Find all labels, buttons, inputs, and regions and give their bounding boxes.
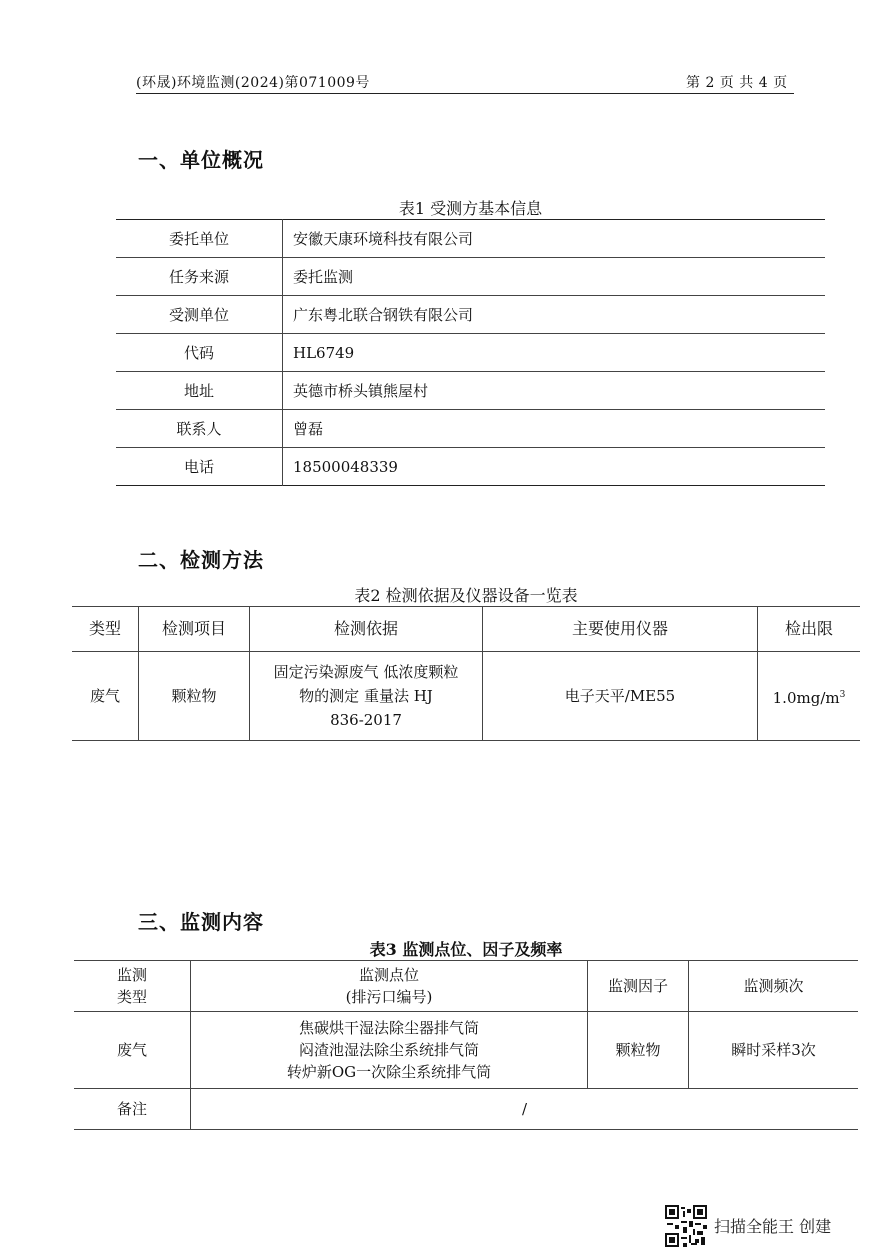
cell-type: 废气 <box>74 1012 191 1089</box>
point-line: 闷渣池湿法除尘系统排气筒 <box>298 1041 479 1059</box>
table-row <box>72 652 860 741</box>
section3-title: 三、监测内容 <box>138 910 264 934</box>
row-value: 英德市桥头镇熊屋村 <box>283 372 826 410</box>
basis-line: 固定污染源废气 低浓度颗粒 <box>273 663 459 681</box>
row-label: 任务来源 <box>116 258 283 296</box>
header-factor: 监测因子 <box>588 961 689 1012</box>
table-row <box>116 296 825 334</box>
table-row <box>116 334 825 372</box>
header-item: 检测项目 <box>139 607 250 652</box>
row-value: HL6749 <box>283 334 826 372</box>
note-row <box>74 1089 858 1130</box>
header-limit: 检出限 <box>758 607 861 652</box>
qr-code-icon <box>665 1205 707 1247</box>
cell-limit <box>758 652 861 741</box>
section2-title: 二、检测方法 <box>138 548 264 572</box>
table-row <box>116 448 825 486</box>
header-point <box>191 961 588 1012</box>
monitoring-table <box>74 960 858 1130</box>
note-label: 备注 <box>74 1089 191 1130</box>
row-label: 联系人 <box>116 410 283 448</box>
table-row <box>116 372 825 410</box>
row-value: 曾磊 <box>283 410 826 448</box>
cell-factor: 颗粒物 <box>588 1012 689 1089</box>
cell-points <box>191 1012 588 1089</box>
header-line: (排污口编号) <box>345 988 433 1006</box>
table-header-row <box>74 961 858 1012</box>
header-line: 类型 <box>116 988 147 1006</box>
table2-caption: 表2 检测依据及仪器设备一览表 <box>354 586 578 605</box>
table-row <box>116 220 825 258</box>
method-table <box>72 606 860 741</box>
header-divider <box>136 93 794 94</box>
cell-instrument: 电子天平/ME55 <box>483 652 758 741</box>
table-row <box>74 1012 858 1089</box>
limit-value: 1.0mg/m <box>772 688 840 707</box>
row-label: 委托单位 <box>116 220 283 258</box>
header-basis: 检测依据 <box>250 607 483 652</box>
table3-caption: 表3 监测点位、因子及频率 <box>369 940 563 959</box>
header-frequency: 监测频次 <box>689 961 859 1012</box>
row-value: 委托监测 <box>283 258 826 296</box>
note-value: / <box>191 1089 859 1130</box>
header-type <box>74 961 191 1012</box>
table-row <box>116 410 825 448</box>
header-line: 监测点位 <box>358 966 419 984</box>
limit-superscript: 3 <box>839 689 846 700</box>
table1-caption: 表1 受测方基本信息 <box>398 199 543 218</box>
unit-info-table <box>116 219 825 486</box>
section1-title: 一、单位概况 <box>138 148 264 172</box>
cell-item: 颗粒物 <box>139 652 250 741</box>
row-value: 18500048339 <box>293 457 398 476</box>
cell-type: 废气 <box>72 652 139 741</box>
cell-frequency: 瞬时采样3次 <box>689 1012 859 1089</box>
header-type: 类型 <box>72 607 139 652</box>
table-row <box>116 258 825 296</box>
row-label: 受测单位 <box>116 296 283 334</box>
basis-line: 物的测定 重量法 HJ <box>299 687 433 705</box>
report-number: (环晟)环境监测(2024)第071009号 <box>136 75 370 91</box>
page-indicator: 第 2 页 共 4 页 <box>686 75 788 91</box>
row-value: 广东粤北联合钢铁有限公司 <box>283 296 826 334</box>
row-label: 地址 <box>116 372 283 410</box>
row-value: 安徽天康环境科技有限公司 <box>283 220 826 258</box>
table-header-row <box>72 607 860 652</box>
row-label: 代码 <box>116 334 283 372</box>
point-line: 转炉新OG一次除尘系统排气筒 <box>286 1063 492 1081</box>
row-label: 电话 <box>116 448 283 486</box>
scanner-watermark: 扫描全能王 创建 <box>714 1217 832 1236</box>
cell-basis <box>250 652 483 741</box>
header-line: 监测 <box>116 966 147 984</box>
header-instrument: 主要使用仪器 <box>483 607 758 652</box>
basis-line: 836-2017 <box>330 711 402 729</box>
point-line: 焦碳烘干湿法除尘器排气筒 <box>298 1019 479 1037</box>
